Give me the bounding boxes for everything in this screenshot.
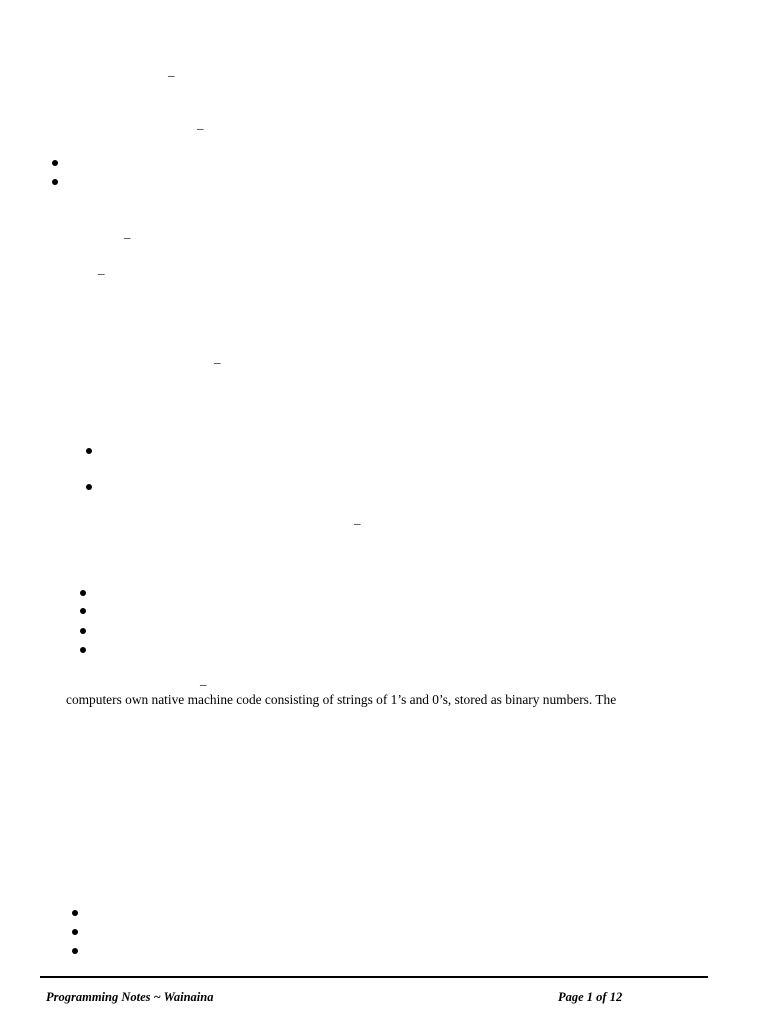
bullet-icon bbox=[52, 179, 58, 185]
bullet-icon bbox=[72, 910, 78, 916]
footer-title: Programming Notes ~ Wainaina bbox=[46, 990, 214, 1004]
bullet-icon bbox=[80, 647, 86, 653]
footer-rule bbox=[40, 976, 708, 978]
bullet-icon bbox=[72, 948, 78, 954]
dash-mark: _ bbox=[168, 63, 175, 78]
bullet-icon bbox=[86, 448, 92, 454]
bullet-icon bbox=[80, 628, 86, 634]
bullet-icon bbox=[80, 608, 86, 614]
bullet-icon bbox=[80, 590, 86, 596]
bullet-icon bbox=[72, 929, 78, 935]
dash-mark: _ bbox=[98, 261, 105, 276]
dash-mark: _ bbox=[124, 225, 131, 240]
page-number: Page 1 of 12 bbox=[558, 990, 623, 1004]
bullet-icon bbox=[52, 160, 58, 166]
dash-mark: _ bbox=[354, 511, 361, 526]
body-text-line: computers own native machine code consisting of strings of 1’s and 0’s, stored as binary numbers. The bbox=[66, 692, 617, 707]
dash-mark: _ bbox=[200, 672, 207, 687]
bullet-icon bbox=[86, 484, 92, 490]
dash-mark: _ bbox=[214, 350, 221, 365]
dash-mark: _ bbox=[197, 116, 204, 131]
